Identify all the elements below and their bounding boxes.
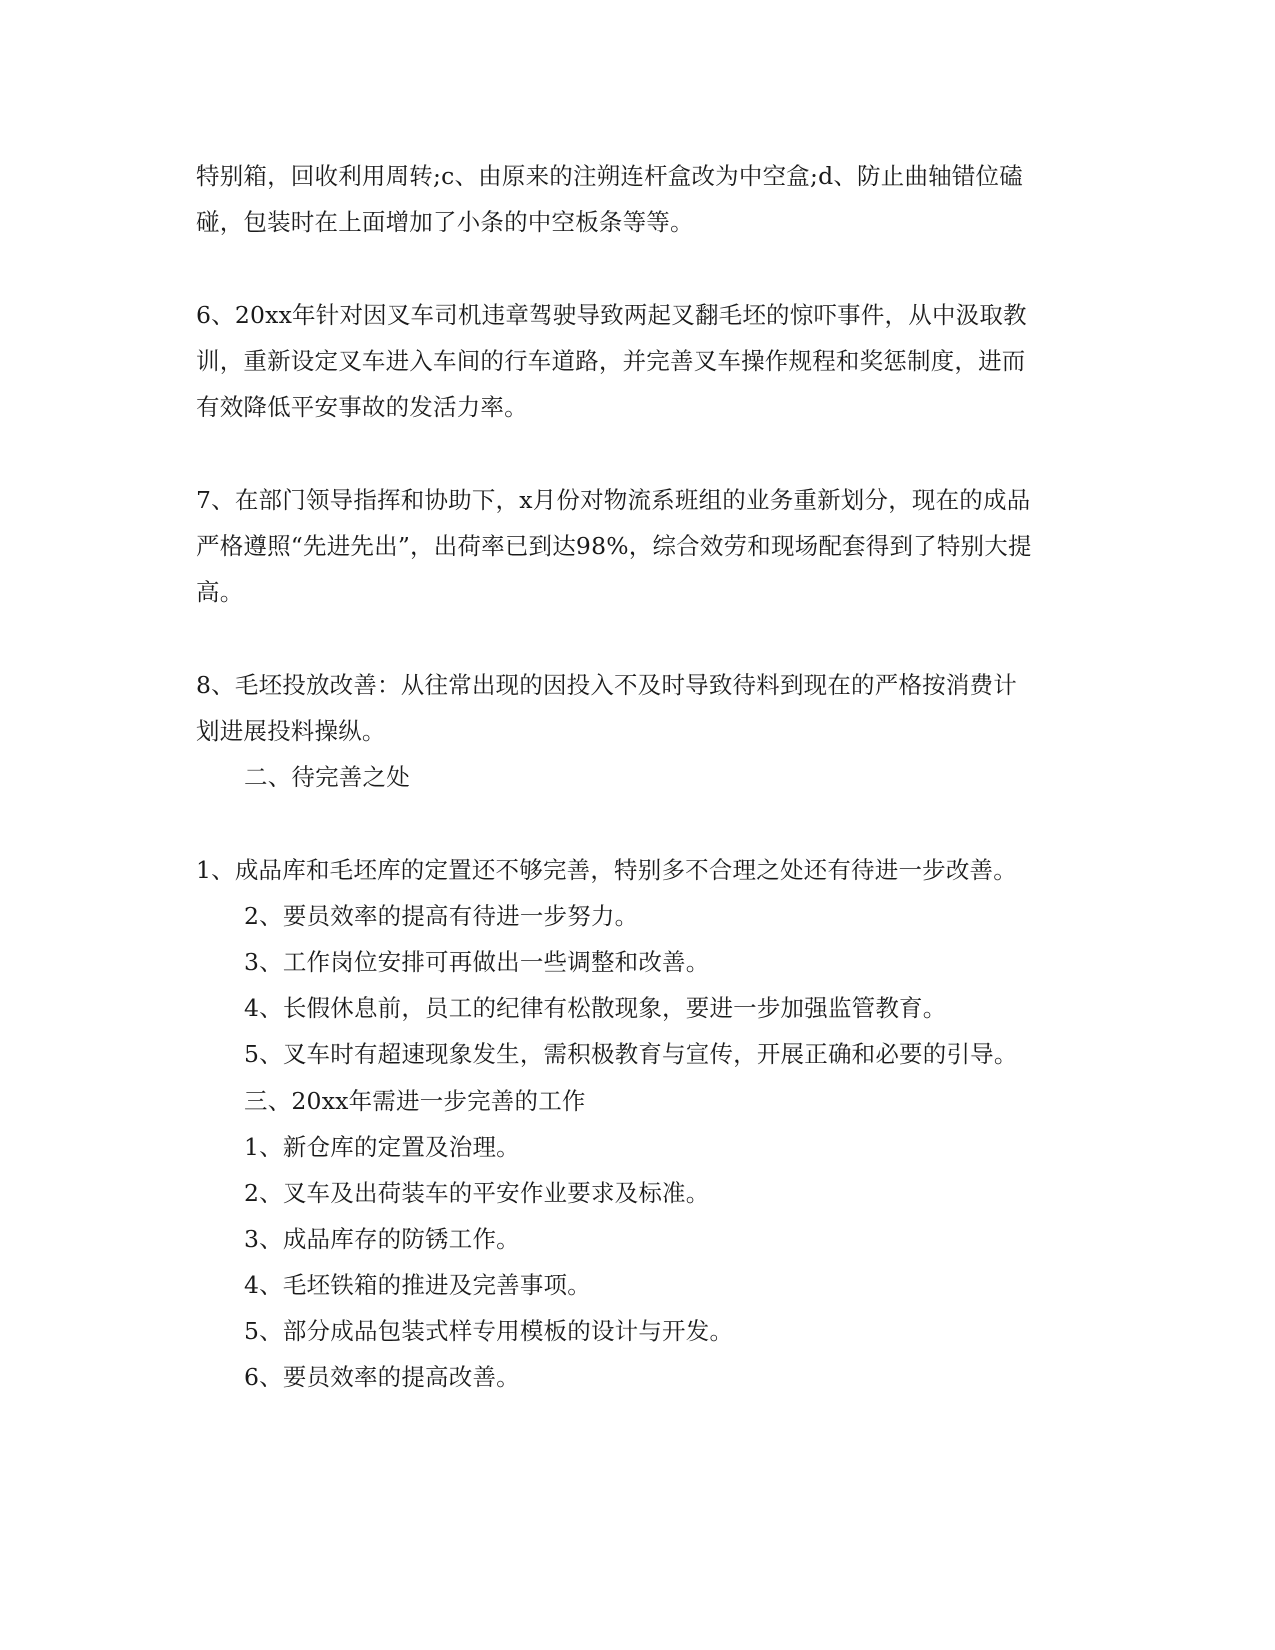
paragraph-8-line-1: 8、毛坯投放改善：从往常出现的因投入不及时导致待料到现在的严格按消费计	[196, 671, 1017, 699]
paragraph-6-line-3: 有效降低平安事故的发活力率。	[196, 393, 528, 421]
paragraph-6-line-1: 6、20xx年针对因叉车司机违章驾驶导致两起叉翻毛坯的惊吓事件，从中汲取教	[196, 301, 1027, 329]
section-2-heading: 二、待完善之处	[244, 763, 410, 791]
paragraph-a-line-2: 碰，包装时在上面增加了小条的中空板条等等。	[196, 208, 694, 236]
section-2-item-5: 5、叉车时有超速现象发生，需积极教育与宣传，开展正确和必要的引导。	[244, 1040, 1018, 1068]
section-3-item-1: 1、新仓库的定置及治理。	[244, 1133, 520, 1161]
paragraph-8-line-2: 划进展投料操纵。	[196, 717, 386, 745]
section-2-item-1: 1、成品库和毛坯库的定置还不够完善，特别多不合理之处还有待进一步改善。	[196, 856, 1017, 884]
section-2-item-3: 3、工作岗位安排可再做出一些调整和改善。	[244, 948, 710, 976]
section-3-item-3: 3、成品库存的防锈工作。	[244, 1225, 520, 1253]
paragraph-a-line-1: 特别箱，回收利用周转;c、由原来的注朔连杆盒改为中空盒;d、防止曲轴错位磕	[196, 162, 1023, 190]
section-3-item-5: 5、部分成品包装式样专用模板的设计与开发。	[244, 1317, 734, 1345]
section-3-heading: 三、20xx年需进一步完善的工作	[244, 1087, 586, 1115]
section-2-item-4: 4、长假休息前，员工的纪律有松散现象，要进一步加强监管教育。	[244, 994, 947, 1022]
paragraph-7-line-1: 7、在部门领导指挥和协助下，x月份对物流系班组的业务重新划分，现在的成品	[196, 486, 1031, 514]
paragraph-7-line-2: 严格遵照“先进先出”，出荷率已到达98%，综合效劳和现场配套得到了特别大提	[196, 532, 1032, 560]
section-3-item-2: 2、叉车及出荷装车的平安作业要求及标准。	[244, 1179, 710, 1207]
paragraph-7-line-3: 高。	[196, 578, 244, 606]
section-2-item-2: 2、要员效率的提高有待进一步努力。	[244, 902, 639, 930]
section-3-item-4: 4、毛坯铁箱的推进及完善事项。	[244, 1271, 591, 1299]
paragraph-6-line-2: 训，重新设定叉车进入车间的行车道路，并完善叉车操作规程和奖惩制度，进而	[196, 347, 1026, 375]
section-3-item-6: 6、要员效率的提高改善。	[244, 1363, 520, 1391]
